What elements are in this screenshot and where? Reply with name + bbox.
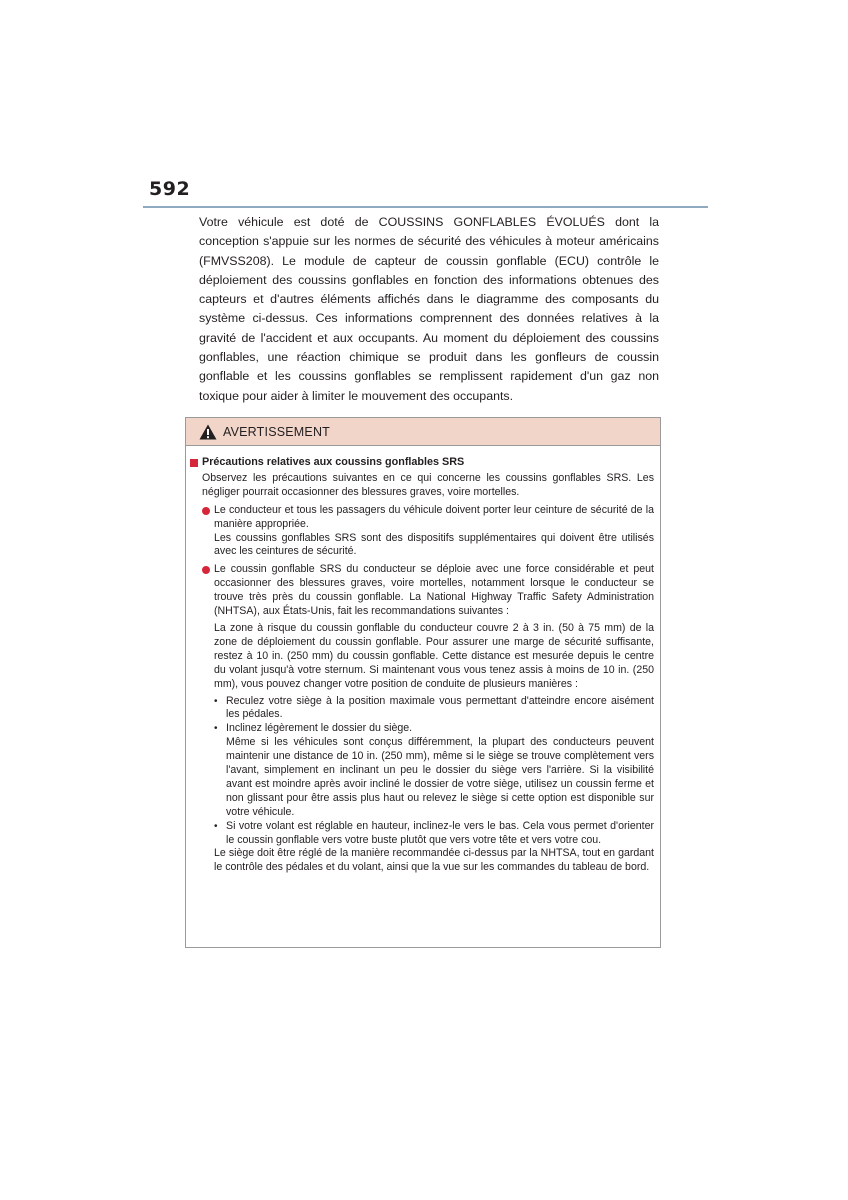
bullet-dot-icon: • xyxy=(214,820,218,832)
red-square-icon xyxy=(190,459,198,467)
page-number: 592 xyxy=(149,178,191,200)
dash-text: Reculez votre siège à la position maximale vous permettant d'atteindre encore aisément les pédales. xyxy=(226,694,654,721)
warning-box xyxy=(185,417,661,948)
bullet-dot-icon: • xyxy=(214,695,218,707)
warning-triangle-icon xyxy=(199,424,217,440)
bullet-item xyxy=(190,563,654,875)
dash-detail: Même si les véhicules sont conçus différemment, la plupart des conducteurs peuvent maintenir une distance de 10 in. (250 mm), même si le siège se trouve complètement vers l'avant, simplement en inclinant un peu le dossier du siège vers l'arrière. Si la visibilité avant est moindre après avoir incliné le dossier de votre siège, utilisez un coussin ferme et non glissant pour être assis plus haut ou relevez le siège si cette option est disponible sur votre véhicule. xyxy=(226,736,654,818)
bullet-note: Les coussins gonflables SRS sont des dispositifs supplémentaires qui doivent être utilisés avec les ceintures de sécurité. xyxy=(214,531,654,558)
warning-title: AVERTISSEMENT xyxy=(223,424,331,439)
bullet-text: Le coussin gonflable SRS du conducteur se déploie avec une force considérable et peut occasionner des blessures graves, voire mortelles, notamment lorsque le conducteur se trouve très près du coussin gonflable. La National Highway Traffic Safety Administration (NHTSA), aux États-Unis, fait les recommandations suivantes : xyxy=(214,563,654,618)
dash-text: Si votre volant est réglable en hauteur, inclinez-le vers le bas. Cela vous permet d'orienter le coussin gonflable vers votre buste plutôt que vers votre tête et vers votre cou. xyxy=(226,819,654,846)
closing-note: Le siège doit être réglé de la manière recommandée ci-dessus par la NHTSA, tout en gardant le contrôle des pédales et du volant, ainsi que la vue sur les commandes du tableau de bord. xyxy=(214,847,654,874)
dash-item xyxy=(214,820,654,848)
section-intro: Observez les précautions suivantes en ce qui concerne les coussins gonflables SRS. Les négliger pourrait occasionner des blessures graves, voire mortelles. xyxy=(202,471,654,498)
warning-header xyxy=(186,418,660,446)
header-rule xyxy=(143,206,708,208)
section-heading xyxy=(190,456,654,470)
red-dot-icon xyxy=(202,566,210,574)
dash-item xyxy=(214,722,654,819)
dash-text: Inclinez légèrement le dossier du siège. xyxy=(226,722,413,735)
intro-paragraph: Votre véhicule est doté de COUSSINS GONFLABLES ÉVOLUÉS dont la conception s'appuie sur les normes de sécurité des véhicules à moteur américains (FMVSS208). Le module de capteur de coussin gonflable (ECU) contrôle le déploiement des coussins gonflables en fonction des informations obtenues des capteurs et d'autres éléments affichés dans le diagramme des composants du système ci-dessus. Ces informations comprennent des données relatives à la gravité de l'accident et aux occupants. Au moment du déploiement des coussins gonflables, une réaction chimique se produit dans les gonfleurs de coussin gonflable et les coussins gonflables se remplissent rapidement d'un gaz non toxique pour aider à limiter le mouvement des occupants. xyxy=(199,215,659,403)
bullet-text: Le conducteur et tous les passagers du véhicule doivent porter leur ceinture de sécurité de la manière appropriée. xyxy=(214,503,654,530)
bullet-note: La zone à risque du coussin gonflable du conducteur couvre 2 à 3 in. (50 à 75 mm) de la zone de déploiement du coussin gonflable. Pour assurer une marge de sécurité suffisante, restez à 10 in. (250 mm) du coussin gonflable. Cette distance est mesurée depuis le centre du volant jusqu'à votre sternum. Si maintenant vous vous tenez assis à moins de 10 in. (250 mm), vous pouvez changer votre position de conduite de plusieurs manières : xyxy=(214,621,654,690)
red-dot-icon xyxy=(202,507,210,515)
warning-body xyxy=(186,446,660,875)
bullet-item xyxy=(190,504,654,560)
bullet-dot-icon: • xyxy=(214,723,218,735)
section-title: Précautions relatives aux coussins gonflables SRS xyxy=(202,456,465,468)
dash-item xyxy=(214,695,654,723)
